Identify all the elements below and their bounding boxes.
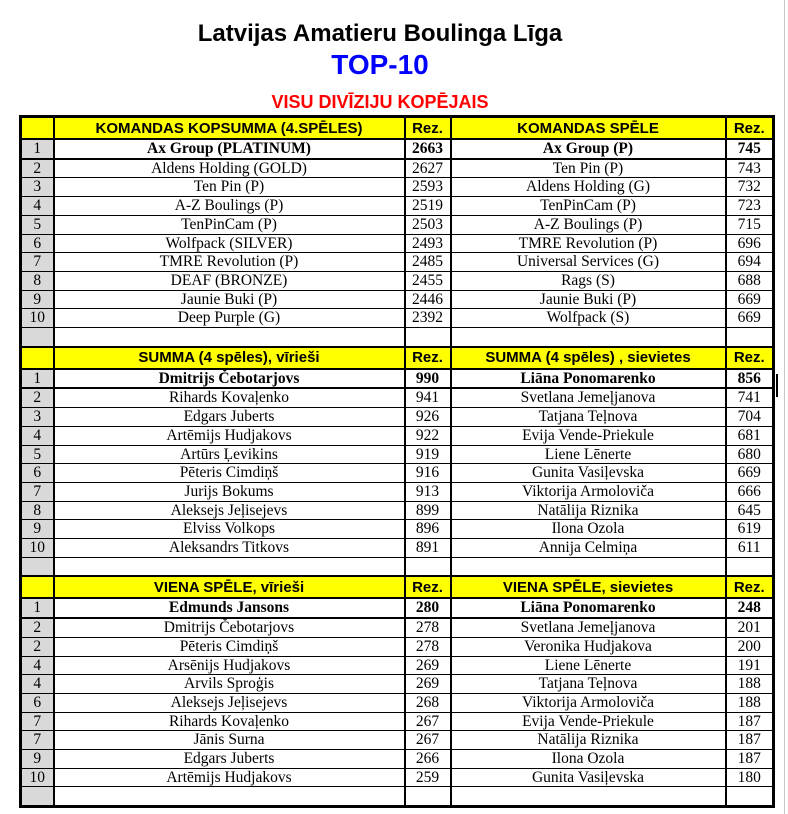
rank-header-cell	[21, 576, 54, 598]
name-cell: Veronika Hudjakova	[451, 637, 726, 656]
table-row	[21, 731, 774, 750]
table-row	[21, 445, 774, 464]
rank-cell	[21, 787, 54, 807]
table-row	[21, 139, 774, 159]
table-row	[21, 656, 774, 675]
rank-cell: 4	[21, 675, 54, 694]
score-cell: 188	[726, 693, 774, 712]
name-cell: Artēmijs Hudjakovs	[54, 426, 405, 445]
name-cell: Ax Group (PLATINUM)	[54, 139, 405, 159]
score-cell: 187	[726, 750, 774, 769]
rank-cell: 7	[21, 731, 54, 750]
rank-cell: 8	[21, 501, 54, 520]
name-cell: TenPinCam (P)	[451, 197, 726, 216]
division-heading: VISU DIVĪZIJU KOPĒJAIS	[271, 92, 489, 112]
rank-cell: 7	[21, 712, 54, 731]
rank-header-cell	[21, 117, 54, 140]
score-cell: 2446	[405, 290, 451, 309]
name-cell: Rags (S)	[451, 271, 726, 290]
rank-cell: 6	[21, 693, 54, 712]
empty-cell	[726, 557, 774, 576]
spacer-row	[21, 328, 774, 347]
score-cell: 2627	[405, 159, 451, 178]
name-cell: Liāna Ponomarenko	[451, 369, 726, 389]
rank-cell: 9	[21, 750, 54, 769]
score-cell: 2519	[405, 197, 451, 216]
empty-cell	[726, 328, 774, 347]
score-cell: 268	[405, 693, 451, 712]
score-cell: 680	[726, 445, 774, 464]
score-cell: 180	[726, 768, 774, 787]
score-cell: 611	[726, 539, 774, 558]
name-cell: Aleksejs Jeļisejevs	[54, 501, 405, 520]
rez-header-cell: Rez.	[726, 347, 774, 369]
table-row	[21, 693, 774, 712]
name-cell: Tatjana Teļnova	[451, 675, 726, 694]
name-cell: Arsēnijs Hudjakovs	[54, 656, 405, 675]
name-cell: Wolfpack (SILVER)	[54, 234, 405, 253]
empty-cell	[54, 787, 405, 807]
table-row	[21, 482, 774, 501]
name-cell: Aldens Holding (G)	[451, 178, 726, 197]
section-title-cell: KOMANDAS SPĒLE	[451, 117, 726, 140]
rank-cell: 1	[21, 369, 54, 389]
rank-cell: 6	[21, 234, 54, 253]
table-row	[21, 598, 774, 618]
rank-cell: 2	[21, 618, 54, 637]
name-cell: Jurijs Bokums	[54, 482, 405, 501]
section-title-cell: SUMMA (4 spēles) , sievietes	[451, 347, 726, 369]
name-cell: Aldens Holding (GOLD)	[54, 159, 405, 178]
name-cell: TMRE Revolution (P)	[54, 253, 405, 272]
name-cell: Aleksandrs Titkovs	[54, 539, 405, 558]
name-cell: Universal Services (G)	[451, 253, 726, 272]
name-cell: Ax Group (P)	[451, 139, 726, 159]
score-cell: 269	[405, 656, 451, 675]
rank-cell: 9	[21, 290, 54, 309]
page-title: Latvijas Amatieru Boulinga Līga	[197, 20, 563, 47]
spacer-row	[21, 557, 774, 576]
score-cell: 2503	[405, 215, 451, 234]
table-row	[21, 309, 774, 328]
table-row	[21, 388, 774, 407]
score-cell: 278	[405, 618, 451, 637]
top10-heading: TOP-10	[331, 49, 429, 80]
score-cell: 188	[726, 675, 774, 694]
name-cell: Natālija Riznika	[451, 501, 726, 520]
section-title-cell: SUMMA (4 spēles), vīrieši	[54, 347, 405, 369]
rank-header-cell	[21, 347, 54, 369]
name-cell: Svetlana Jemeļjanova	[451, 618, 726, 637]
score-cell: 266	[405, 750, 451, 769]
name-cell: Edgars Juberts	[54, 750, 405, 769]
name-cell: TMRE Revolution (P)	[451, 234, 726, 253]
name-cell: Ten Pin (P)	[54, 178, 405, 197]
score-cell: 926	[405, 408, 451, 427]
name-cell: Deep Purple (G)	[54, 309, 405, 328]
name-cell: A-Z Boulings (P)	[54, 197, 405, 216]
rank-cell	[21, 328, 54, 347]
spacer-row	[21, 787, 774, 807]
name-cell: Pēteris Cimdiņš	[54, 637, 405, 656]
score-cell: 278	[405, 637, 451, 656]
rez-header-cell: Rez.	[405, 347, 451, 369]
rank-cell: 3	[21, 178, 54, 197]
name-cell: Viktorija Armoloviča	[451, 693, 726, 712]
score-cell: 696	[726, 234, 774, 253]
document-header	[0, 0, 760, 112]
name-cell: DEAF (BRONZE)	[54, 271, 405, 290]
section-header-row	[21, 117, 774, 140]
score-cell: 723	[726, 197, 774, 216]
name-cell: TenPinCam (P)	[54, 215, 405, 234]
score-cell: 669	[726, 290, 774, 309]
score-cell: 715	[726, 215, 774, 234]
name-cell: Artūrs Ļevikins	[54, 445, 405, 464]
score-cell: 269	[405, 675, 451, 694]
score-cell: 891	[405, 539, 451, 558]
name-cell: Edgars Juberts	[54, 408, 405, 427]
name-cell: Ilona Ozola	[451, 750, 726, 769]
table-row	[21, 464, 774, 483]
table-row	[21, 637, 774, 656]
rank-cell: 10	[21, 309, 54, 328]
score-cell: 688	[726, 271, 774, 290]
rank-cell: 6	[21, 464, 54, 483]
table-row	[21, 768, 774, 787]
rez-header-cell: Rez.	[726, 576, 774, 598]
section-title-cell: VIENA SPĒLE, sievietes	[451, 576, 726, 598]
name-cell: Gunita Vasiļevska	[451, 768, 726, 787]
name-cell: Aleksejs Jeļisejevs	[54, 693, 405, 712]
score-cell: 899	[405, 501, 451, 520]
page-edge-line	[784, 0, 785, 814]
table-row	[21, 618, 774, 637]
table-row	[21, 290, 774, 309]
score-cell: 732	[726, 178, 774, 197]
table-row	[21, 197, 774, 216]
name-cell: Rihards Kovaļenko	[54, 388, 405, 407]
table-row	[21, 501, 774, 520]
name-cell: Artēmijs Hudjakovs	[54, 768, 405, 787]
rank-cell: 9	[21, 520, 54, 539]
table-row	[21, 712, 774, 731]
score-cell: 694	[726, 253, 774, 272]
score-cell: 741	[726, 388, 774, 407]
score-cell: 280	[405, 598, 451, 618]
table-row	[21, 253, 774, 272]
name-cell: Viktorija Armoloviča	[451, 482, 726, 501]
score-cell: 2485	[405, 253, 451, 272]
score-cell: 267	[405, 731, 451, 750]
name-cell: Liene Lēnerte	[451, 656, 726, 675]
name-cell: Liene Lēnerte	[451, 445, 726, 464]
score-cell: 619	[726, 520, 774, 539]
name-cell: Elviss Volkops	[54, 520, 405, 539]
score-cell: 896	[405, 520, 451, 539]
name-cell: Evija Vende-Priekule	[451, 426, 726, 445]
score-cell: 200	[726, 637, 774, 656]
score-cell: 267	[405, 712, 451, 731]
empty-cell	[405, 328, 451, 347]
name-cell: Annija Celmiņa	[451, 539, 726, 558]
standings-table	[19, 115, 775, 808]
empty-cell	[451, 787, 726, 807]
score-cell: 681	[726, 426, 774, 445]
rank-cell: 10	[21, 539, 54, 558]
rank-cell: 7	[21, 482, 54, 501]
rank-cell: 2	[21, 388, 54, 407]
score-cell: 259	[405, 768, 451, 787]
rank-cell: 2	[21, 159, 54, 178]
score-cell: 666	[726, 482, 774, 501]
table-row	[21, 271, 774, 290]
score-cell: 745	[726, 139, 774, 159]
score-cell: 645	[726, 501, 774, 520]
rank-cell: 1	[21, 139, 54, 159]
table-row	[21, 159, 774, 178]
name-cell: Evija Vende-Priekule	[451, 712, 726, 731]
rank-cell: 4	[21, 197, 54, 216]
rank-cell	[21, 557, 54, 576]
empty-cell	[54, 557, 405, 576]
name-cell: Jaunie Buki (P)	[54, 290, 405, 309]
table-row	[21, 520, 774, 539]
empty-cell	[451, 328, 726, 347]
rez-header-cell: Rez.	[726, 117, 774, 140]
score-cell: 2663	[405, 139, 451, 159]
score-cell: 248	[726, 598, 774, 618]
name-cell: Edmunds Jansons	[54, 598, 405, 618]
score-cell: 2493	[405, 234, 451, 253]
name-cell: Gunita Vasiļevska	[451, 464, 726, 483]
rank-cell: 2	[21, 637, 54, 656]
score-cell: 922	[405, 426, 451, 445]
rank-cell: 4	[21, 426, 54, 445]
rez-header-cell: Rez.	[405, 576, 451, 598]
section-title-cell: KOMANDAS KOPSUMMA (4.SPĒLES)	[54, 117, 405, 140]
empty-cell	[405, 787, 451, 807]
score-cell: 669	[726, 309, 774, 328]
rez-header-cell: Rez.	[405, 117, 451, 140]
section-header-row	[21, 576, 774, 598]
score-cell: 2593	[405, 178, 451, 197]
name-cell: Wolfpack (S)	[451, 309, 726, 328]
score-cell: 191	[726, 656, 774, 675]
score-cell: 919	[405, 445, 451, 464]
name-cell: Tatjana Teļnova	[451, 408, 726, 427]
rank-cell: 4	[21, 656, 54, 675]
table-row	[21, 675, 774, 694]
text-cursor-artifact	[776, 374, 778, 397]
name-cell: A-Z Boulings (P)	[451, 215, 726, 234]
name-cell: Natālija Riznika	[451, 731, 726, 750]
name-cell: Dmitrijs Čebotarjovs	[54, 369, 405, 389]
rank-cell: 5	[21, 215, 54, 234]
score-cell: 916	[405, 464, 451, 483]
empty-cell	[726, 787, 774, 807]
score-cell: 187	[726, 712, 774, 731]
score-cell: 2392	[405, 309, 451, 328]
table-row	[21, 215, 774, 234]
score-cell: 704	[726, 408, 774, 427]
name-cell: Pēteris Cimdiņš	[54, 464, 405, 483]
score-cell: 856	[726, 369, 774, 389]
name-cell: Rihards Kovaļenko	[54, 712, 405, 731]
score-cell: 669	[726, 464, 774, 483]
name-cell: Arvils Sproģis	[54, 675, 405, 694]
table-row	[21, 750, 774, 769]
score-cell: 990	[405, 369, 451, 389]
name-cell: Svetlana Jemeļjanova	[451, 388, 726, 407]
table-row	[21, 234, 774, 253]
rank-cell: 1	[21, 598, 54, 618]
rank-cell: 8	[21, 271, 54, 290]
section-title-cell: VIENA SPĒLE, vīrieši	[54, 576, 405, 598]
score-cell: 743	[726, 159, 774, 178]
table-row	[21, 369, 774, 389]
table-row	[21, 426, 774, 445]
score-cell: 2455	[405, 271, 451, 290]
score-cell: 187	[726, 731, 774, 750]
table-row	[21, 178, 774, 197]
table-row	[21, 539, 774, 558]
rank-cell: 7	[21, 253, 54, 272]
name-cell: Ilona Ozola	[451, 520, 726, 539]
name-cell: Ten Pin (P)	[451, 159, 726, 178]
rank-cell: 3	[21, 408, 54, 427]
score-cell: 941	[405, 388, 451, 407]
empty-cell	[405, 557, 451, 576]
name-cell: Jaunie Buki (P)	[451, 290, 726, 309]
section-header-row	[21, 347, 774, 369]
score-cell: 913	[405, 482, 451, 501]
name-cell: Dmitrijs Čebotarjovs	[54, 618, 405, 637]
empty-cell	[54, 328, 405, 347]
rank-cell: 10	[21, 768, 54, 787]
table-row	[21, 408, 774, 427]
rank-cell: 5	[21, 445, 54, 464]
score-cell: 201	[726, 618, 774, 637]
name-cell: Liāna Ponomarenko	[451, 598, 726, 618]
name-cell: Jānis Surna	[54, 731, 405, 750]
empty-cell	[451, 557, 726, 576]
